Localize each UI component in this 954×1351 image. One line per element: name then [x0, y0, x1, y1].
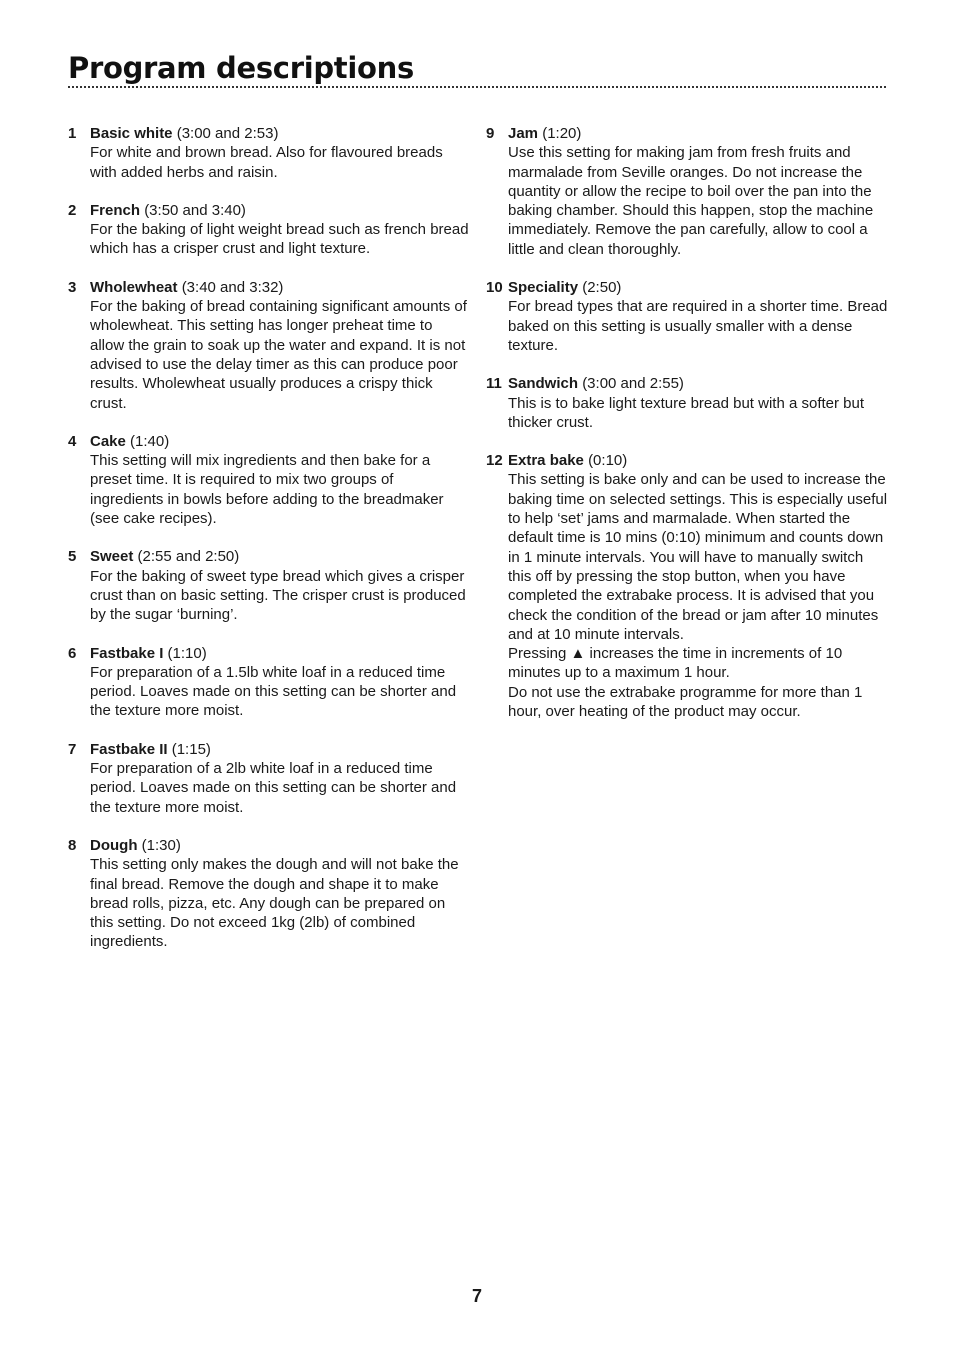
program-number: 4	[68, 432, 77, 450]
program-number: 12	[486, 452, 503, 470]
program-description: Do not use the extrabake programme for more than 1 hour, over heating of the product may occur.	[508, 683, 863, 721]
program-item	[68, 644, 470, 721]
program-time: (2:55 and 2:50)	[137, 548, 240, 566]
program-description: For the baking of sweet type bread which gives a crisper crust than on basic setting. The crisper crust is produced by the sugar ‘burning’.	[90, 567, 466, 624]
program-number: 11	[486, 375, 502, 393]
program-name: Jam	[508, 125, 539, 142]
program-name: Wholewheat	[90, 278, 178, 296]
program-number: 8	[68, 836, 77, 854]
program-number: 7	[68, 740, 77, 758]
program-number: 6	[68, 644, 77, 662]
program-item	[68, 432, 470, 528]
program-name: Dough	[90, 836, 138, 854]
program-item	[486, 124, 888, 259]
program-name: Cake	[90, 432, 126, 450]
program-time: (3:00 and 2:53)	[176, 125, 279, 142]
program-time: (1:40)	[130, 432, 170, 450]
program-name: Fastbake II	[90, 740, 168, 758]
page-title: Program descriptions	[68, 51, 414, 85]
program-name: French	[90, 201, 141, 219]
program-item	[486, 374, 888, 432]
program-item	[68, 278, 470, 413]
program-time: (1:30)	[141, 836, 181, 854]
program-item	[68, 740, 470, 817]
program-item	[486, 451, 888, 721]
program-name: Sandwich	[508, 375, 579, 393]
program-number: 3	[68, 278, 77, 296]
program-name: Sweet	[90, 548, 134, 566]
program-description: For white and brown bread. Also for flavoured breads with added herbs and raisin.	[90, 144, 443, 181]
program-number: 9	[486, 125, 495, 142]
program-name: Fastbake I	[90, 644, 164, 662]
program-time: (3:00 and 2:55)	[582, 375, 684, 393]
program-description: This setting is bake only and can be used to increase the baking time on selected settings. This is especially useful to help ‘set’ jams and marmalade. When started the default time is 10 mins (0:10) minimum and counts down in 1 minute intervals. You will have to manually switch this off by pressing the stop button, when you have completed the extrabake process. It is advised that you check the condition of the bread or jam after 10 minutes and at 10 minute intervals.	[508, 471, 888, 643]
program-name: Extra bake	[508, 452, 584, 470]
program-description: For the baking of light weight bread such as french bread which has a crisper crust and light texture.	[90, 221, 469, 258]
program-name: Basic white	[90, 125, 173, 142]
program-number: 5	[68, 548, 77, 566]
program-number: 1	[68, 125, 77, 142]
program-description: For preparation of a 1.5lb white loaf in a reduced time period. Loaves made on this setting can be shorter and the texture more moist.	[90, 663, 457, 720]
program-item	[68, 124, 470, 182]
program-description: This setting only makes the dough and will not bake the final bread. Remove the dough and shape it to make bread rolls, pizza, etc. Any dough can be prepared on this setting. Do not exceed 1kg (2lb) of combined ingredients.	[90, 856, 459, 951]
title-divider	[68, 86, 886, 88]
program-description: This is to bake light texture bread but with a softer but thicker crust.	[508, 394, 865, 431]
program-time: (1:10)	[167, 644, 207, 662]
left-column	[68, 124, 470, 971]
program-time: (3:50 and 3:40)	[144, 201, 246, 219]
program-time: (1:20)	[542, 125, 582, 142]
program-description: Pressing ▲ increases the time in increments of 10 minutes up to a maximum 1 hour.	[508, 645, 843, 682]
program-description: For preparation of a 2lb white loaf in a reduced time period. Loaves made on this setting can be shorter and the texture more moist.	[90, 760, 457, 816]
program-number: 10	[486, 279, 503, 297]
program-time: (0:10)	[588, 452, 628, 470]
right-column	[486, 124, 888, 740]
program-time: (3:40 and 3:32)	[181, 278, 284, 296]
program-item	[68, 547, 470, 624]
program-item	[68, 836, 470, 952]
program-item	[68, 201, 470, 259]
program-time: (2:50)	[582, 279, 622, 297]
program-description: For the baking of bread containing significant amounts of wholewheat. This setting has longer preheat time to allow the grain to soak up the water and expand. It is not advised to use the delay timer as this can produce poor results. Wholewheat usually produces a crispy thick crust.	[90, 298, 467, 412]
program-name: Speciality	[508, 279, 579, 297]
program-item	[486, 278, 888, 355]
program-number: 2	[68, 201, 77, 219]
program-time: (1:15)	[171, 740, 211, 758]
page-number: 7	[471, 1286, 482, 1306]
program-description: This setting will mix ingredients and then bake for a preset time. It is required to mix two groups of ingredients in bowls before adding to the breadmaker (see cake recipes).	[90, 452, 444, 528]
program-description: For bread types that are required in a shorter time. Bread baked on this setting is usually smaller with a dense texture.	[508, 298, 888, 354]
program-description: Use this setting for making jam from fresh fruits and marmalade from Seville oranges. Do not increase the quantity or allow the recipe to boil over the pan into the baking chamber. Should this happen, stop the machine immediately. Remove the pan carefully, allow to cool a little and clean thoroughly.	[508, 144, 874, 258]
